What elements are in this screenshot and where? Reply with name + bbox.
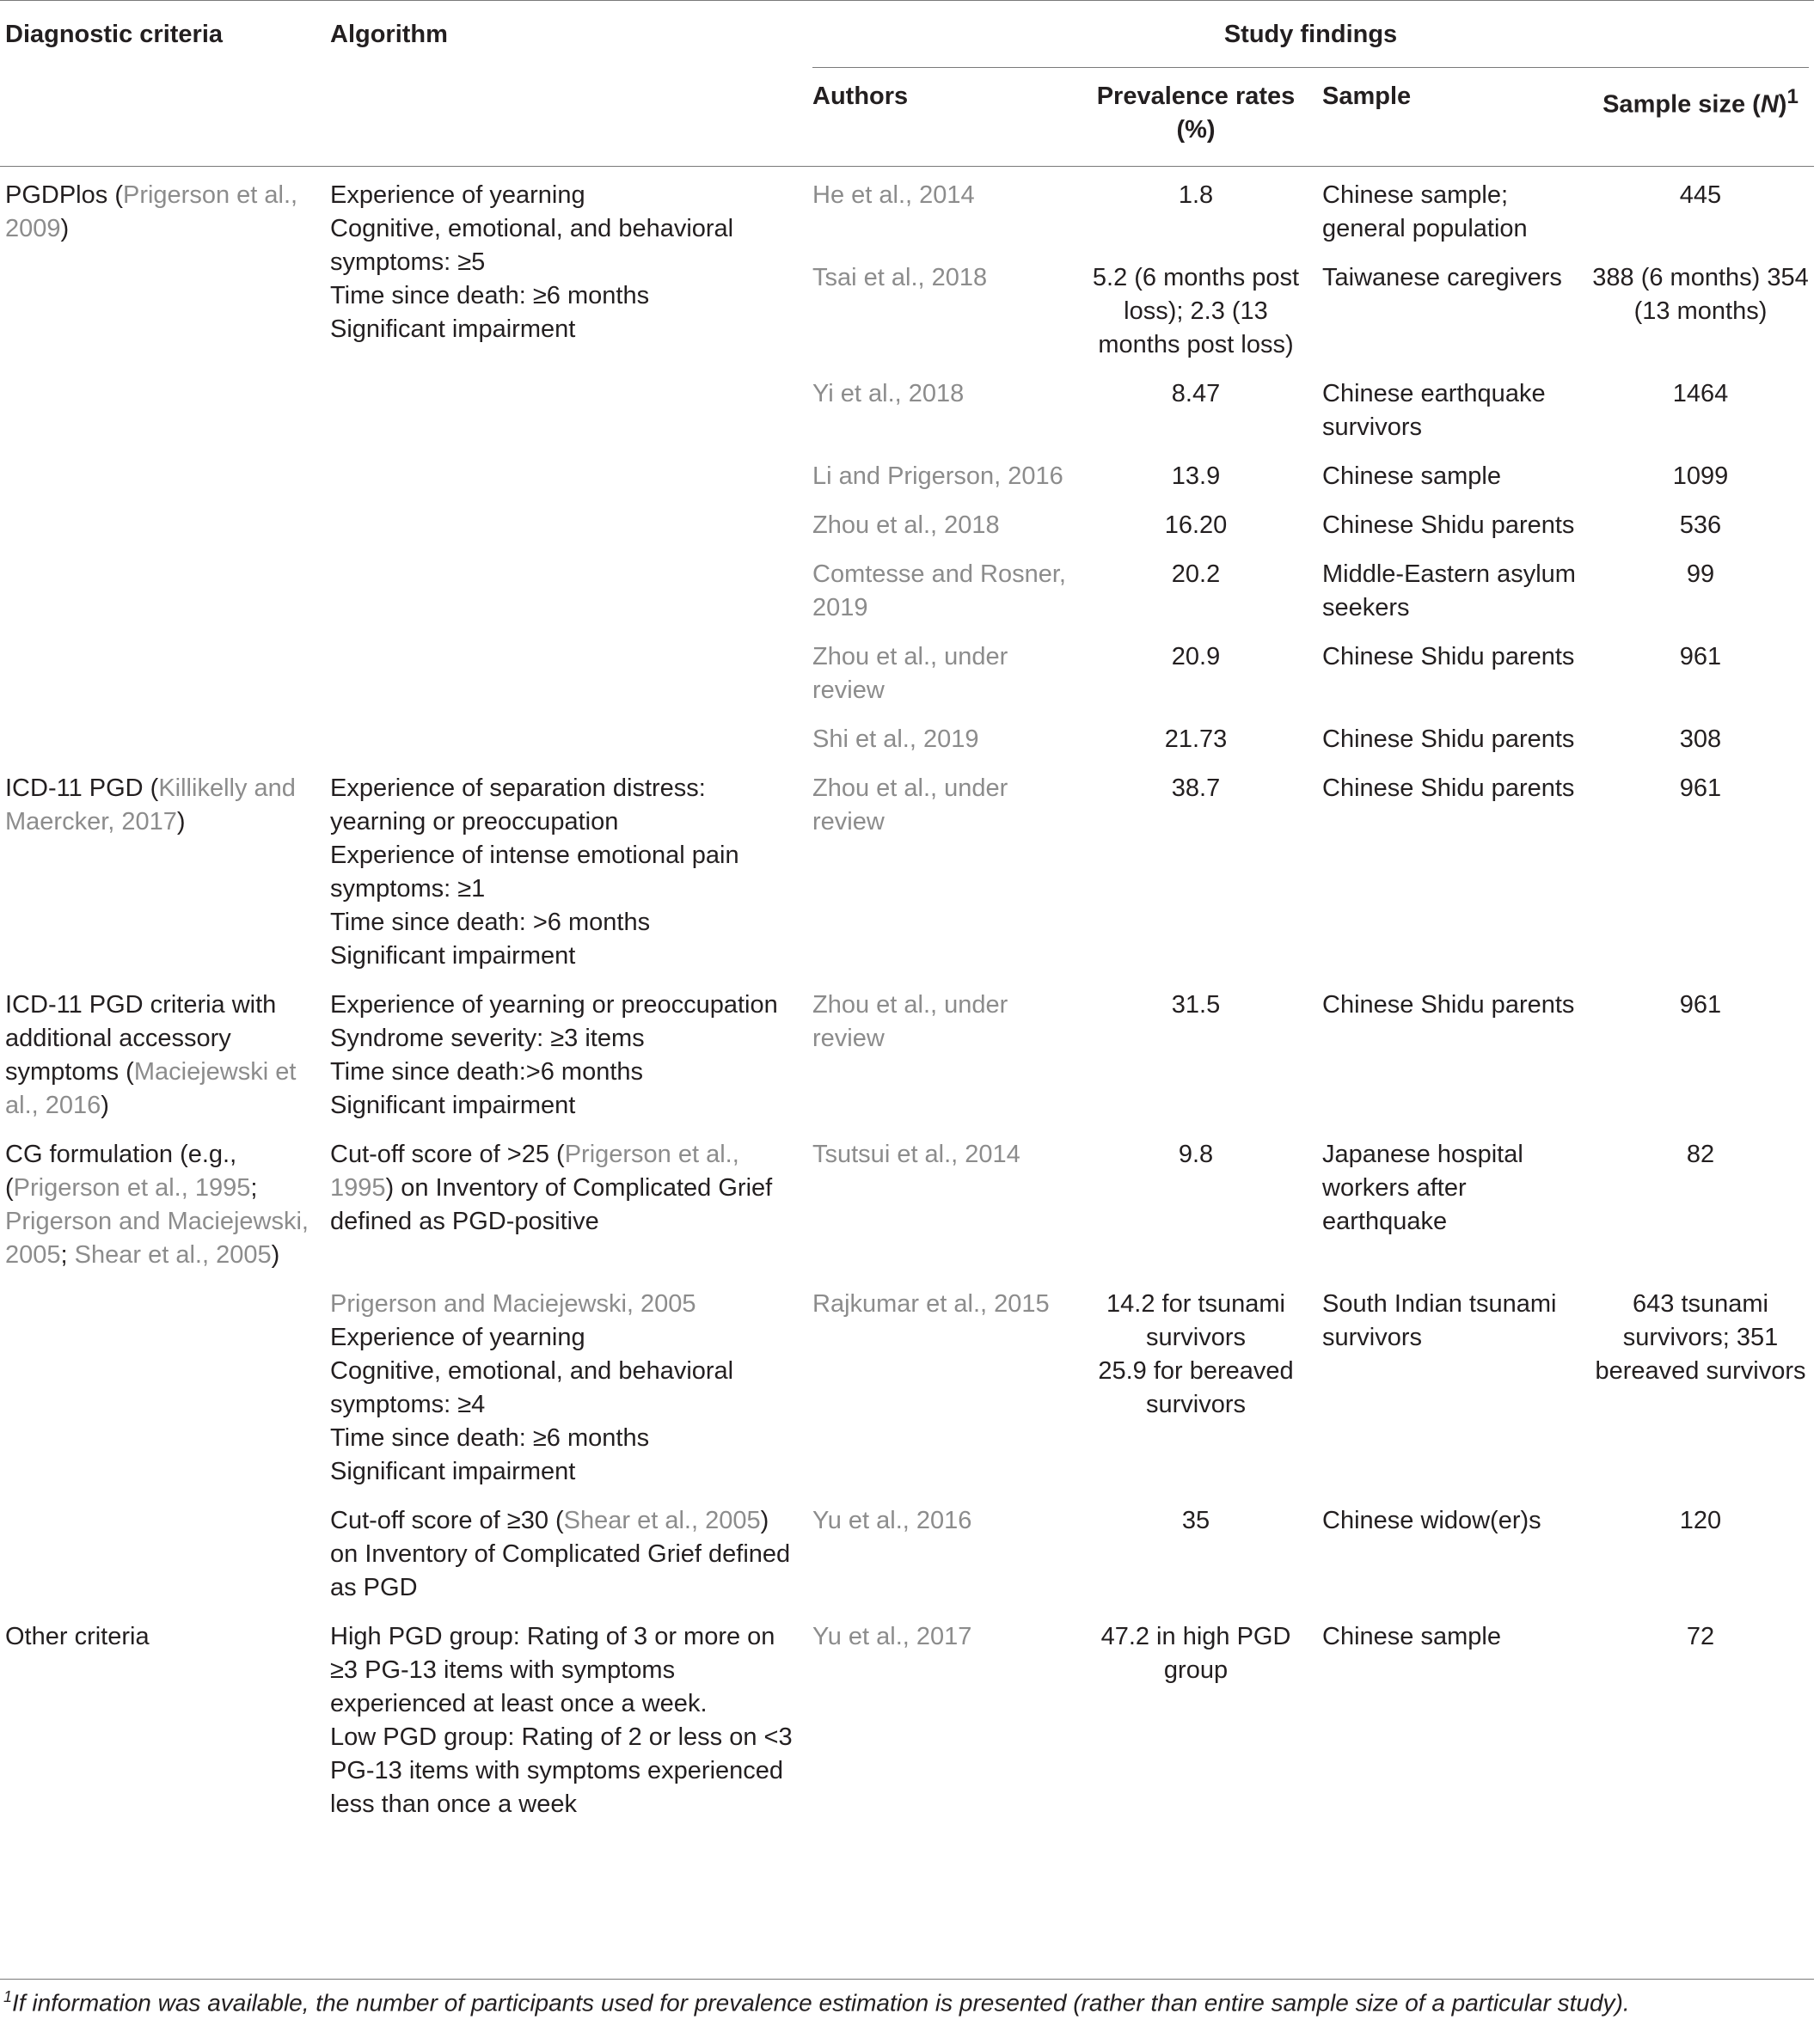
footnote-marker: 1 [3,1988,13,2005]
prevalence-rate-cell: 31.5 [1171,991,1221,1019]
criteria-citation-link[interactable]: Prigerson et al., 1995 [13,1174,251,1202]
algorithm-text: ) on Inventory of Complicated Grief defined as PGD-positive [330,1174,773,1235]
algorithm-citation-link[interactable]: Shear et al., 2005 [563,1507,761,1534]
algorithm-line: Experience of yearning or preoccupation [330,991,778,1019]
algorithm-cell [325,1129,807,1279]
algorithm-line: Experience of separation distress: yearning or preoccupation [330,774,706,835]
prevalence-rate-cell: 5.2 (6 months post loss); 2.3 (13 months post loss) [1092,264,1300,358]
criteria-text: Other criteria [5,1623,150,1650]
algorithm-citation-link[interactable]: Prigerson and Maciejewski, 2005 [330,1290,696,1318]
diagnostic-criteria-cell [0,980,325,1129]
sample-size-cell: 99 [1686,560,1715,588]
prevalence-rate-cell: 16.20 [1164,511,1228,539]
criteria-citation-link[interactable]: Prigerson et al., 2009 [5,181,298,242]
header-sample-size-footnote-marker: 1 [1786,85,1799,108]
algorithm-cell [325,1279,807,1496]
algorithm-line: Experience of yearning [330,1324,585,1351]
prevalence-rate-cell: 1.8 [1178,181,1214,209]
prevalence-rate-cell: 21.73 [1164,725,1228,753]
algorithm-text: Cut-off score of >25 ( [330,1141,565,1168]
prevalence-rate-line: 25.9 for bereaved survivors [1098,1357,1294,1418]
diagnostic-criteria-cell [0,1129,325,1279]
table-body [0,167,1814,1829]
authors-citation-link[interactable]: Yu et al., 2017 [812,1623,972,1650]
sample-cell: Chinese widow(er)s [1322,1507,1541,1534]
table-footnote [3,1988,1630,2017]
table-row [0,1612,1814,1828]
sample-cell: Chinese Shidu parents [1322,511,1575,539]
criteria-text: PGDPlos ( [5,181,123,209]
sample-cell: Middle-Eastern asylum seekers [1322,560,1576,621]
algorithm-cell [325,167,807,764]
criteria-text: ICD-11 PGD ( [5,774,159,802]
header-study-findings-cell [807,1,1814,69]
footnote-text: If information was available, the number of participants used for prevalence estimation is presented (rather than entire sample size of a particular study). [12,1989,1630,2017]
sample-cell: South Indian tsunami survivors [1322,1290,1557,1351]
authors-citation-link[interactable]: Shi et al., 2019 [812,725,979,753]
prevalence-rate-cell: 9.8 [1178,1141,1214,1168]
header-sample: Sample [1322,83,1412,110]
sample-size-cell: 445 [1679,181,1722,209]
prevalence-rate-cell: 8.47 [1171,380,1221,407]
criteria-text: CG formulation (e.g., ( [5,1141,237,1202]
sample-size-cell: 1099 [1672,462,1729,490]
algorithm-line: Significant impairment [330,1458,576,1485]
authors-citation-link[interactable]: Tsai et al., 2018 [812,264,988,291]
table-row [0,167,1814,254]
prevalence-rate-cell: 38.7 [1171,774,1221,802]
prevalence-rate-line: 14.2 for tsunami survivors [1106,1290,1285,1351]
header-sample-size-label: Sample size ( [1602,90,1761,119]
algorithm-text: ) on Inventory of Complicated Grief defined as PGD [330,1507,791,1601]
table-row [0,763,1814,980]
diagnostic-criteria-cell [0,763,325,980]
sample-size-cell: 72 [1686,1623,1715,1650]
header-authors: Authors [812,83,909,110]
authors-citation-link[interactable]: Zhou et al., 2018 [812,511,1000,539]
sample-size-cell: 1464 [1672,380,1729,407]
authors-citation-link[interactable]: Comtesse and Rosner, 2019 [812,560,1066,621]
algorithm-line: Time since death:>6 months [330,1058,644,1086]
sample-size-cell: 308 [1679,725,1722,753]
sample-cell: Taiwanese caregivers [1322,264,1562,291]
sample-cell: Chinese sample [1322,1623,1501,1650]
algorithm-line: Significant impairment [330,942,576,970]
sample-size-cell: 120 [1679,1507,1722,1534]
prevalence-rate-cell: 20.2 [1171,560,1221,588]
prevalence-rate-cell: 47.2 in high PGD group [1100,1623,1291,1684]
criteria-text: ) [176,808,186,835]
algorithm-line: Cognitive, emotional, and behavioral symptoms: ≥5 [330,215,734,276]
algorithm-line: Significant impairment [330,315,576,343]
algorithm-text: Cut-off score of ≥30 ( [330,1507,564,1534]
algorithm-line: Significant impairment [330,1092,576,1119]
sample-cell: Chinese earthquake survivors [1322,380,1546,441]
algorithm-line: Experience of yearning [330,181,585,209]
sample-size-cell: 536 [1679,511,1722,539]
sample-cell: Chinese sample; general population [1322,181,1528,242]
prevalence-rate-cell [1075,1279,1317,1496]
sample-cell: Chinese Shidu parents [1322,774,1575,802]
header-prevalence-rates: Prevalence rates (%) [1096,83,1296,144]
authors-citation-link[interactable]: Tsutsui et al., 2014 [812,1141,1020,1168]
table-row [0,1129,1814,1279]
header-algorithm: Algorithm [330,21,448,48]
authors-citation-link[interactable]: Zhou et al., under review [812,774,1008,835]
prevalence-rate-cell: 13.9 [1171,462,1221,490]
algorithm-cell [325,1612,807,1828]
diagnostic-criteria-cell [0,1612,325,1828]
authors-citation-link[interactable]: Zhou et al., under review [812,991,1008,1052]
prevalence-rate-cell: 20.9 [1171,643,1221,670]
header-sample-size [1587,68,1814,167]
diagnostic-criteria-cell [0,1279,325,1496]
criteria-citation-link[interactable]: Maciejewski et al., 2016 [5,1058,297,1119]
criteria-citation-link[interactable]: Shear et al., 2005 [74,1241,272,1269]
criteria-citation-link[interactable]: Killikelly and Maercker, 2017 [5,774,296,835]
header-sample-size-n: N [1760,90,1779,119]
sample-size-cell: 961 [1679,643,1722,670]
sample-cell: Chinese Shidu parents [1322,643,1575,670]
table-row [0,980,1814,1129]
algorithm-cell [325,980,807,1129]
diagnostic-criteria-cell [0,167,325,764]
algorithm-line: Low PGD group: Rating of 2 or less on <3 PG-13 items with symptoms experienced less than once a week [330,1723,793,1818]
algorithm-line: Cognitive, emotional, and behavioral symptoms: ≥4 [330,1357,734,1418]
authors-citation-link[interactable]: Yu et al., 2016 [812,1507,972,1534]
algorithm-cell [325,1496,807,1612]
authors-citation-link[interactable]: Yi et al., 2018 [812,380,965,407]
sample-size-cell: 961 [1679,991,1722,1019]
algorithm-line: High PGD group: Rating of 3 or more on ≥3 PG-13 items with symptoms experienced at least once a week. [330,1623,775,1717]
algorithm-citation-link[interactable]: Prigerson et al., 1995 [330,1141,739,1202]
diagnostic-criteria-cell [0,1496,325,1612]
authors-citation-link[interactable]: Rajkumar et al., 2015 [812,1290,1050,1318]
header-sample-size-close: ) [1778,90,1787,119]
algorithm-line: Time since death: ≥6 months [330,282,650,309]
criteria-text: ; [250,1174,258,1202]
sample-cell: Chinese Shidu parents [1322,991,1575,1019]
algorithm-line: Experience of intense emotional pain symptoms: ≥1 [330,842,739,903]
criteria-text: ) [101,1092,109,1119]
sample-size-cell: 388 (6 months) 354 (13 months) [1592,264,1809,325]
criteria-citation-link[interactable]: Prigerson and Maciejewski, 2005 [5,1208,309,1269]
authors-citation-link[interactable]: He et al., 2014 [812,181,975,209]
sample-size-cell: 82 [1686,1141,1715,1168]
sample-size-cell: 643 tsunami survivors; 351 bereaved survivors [1595,1290,1806,1385]
authors-citation-link[interactable]: Zhou et al., under review [812,643,1008,704]
sample-cell: Chinese sample [1322,462,1501,490]
table-header [0,1,1814,167]
sample-cell: Japanese hospital workers after earthquake [1322,1141,1523,1235]
criteria-text: ; [60,1241,75,1269]
table-row [0,1496,1814,1612]
criteria-text: ) [271,1241,280,1269]
table-row [0,1279,1814,1496]
authors-citation-link[interactable]: Li and Prigerson, 2016 [812,462,1063,490]
header-diagnostic-criteria: Diagnostic criteria [5,21,224,48]
algorithm-line: Syndrome severity: ≥3 items [330,1025,645,1052]
sample-cell: Chinese Shidu parents [1322,725,1575,753]
criteria-text: ) [60,215,70,242]
footnote-divider [0,1979,1814,1980]
algorithm-line: Time since death: >6 months [330,909,651,936]
prevalence-rate-cell: 35 [1181,1507,1210,1534]
criteria-text: ICD-11 PGD criteria with additional accessory symptoms ( [5,991,277,1086]
sample-size-cell: 961 [1679,774,1722,802]
algorithm-cell [325,763,807,980]
algorithm-line: Time since death: ≥6 months [330,1424,650,1452]
header-study-findings: Study findings [812,18,1809,68]
